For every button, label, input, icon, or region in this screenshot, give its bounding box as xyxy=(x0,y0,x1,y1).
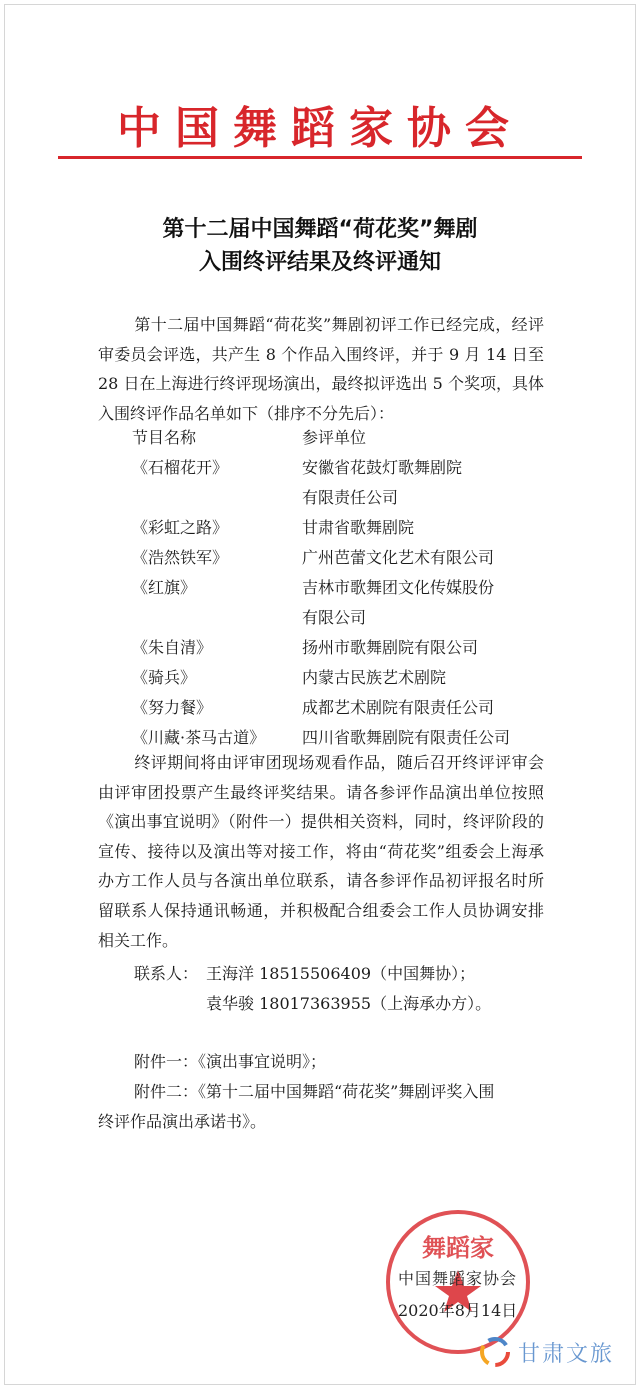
table-header-unit: 参评单位 xyxy=(302,428,367,447)
finalist-title: 《朱自清》 xyxy=(132,638,213,657)
attachment-2-line1: 附件二：《第十二届中国舞蹈“荷花奖”舞剧评奖入围 xyxy=(134,1082,495,1101)
signature-date: 2020年8月14日 xyxy=(398,1301,518,1320)
finalist-title: 《石榴花开》 xyxy=(132,458,229,477)
table-header-title: 节目名称 xyxy=(132,428,197,447)
attachment-1: 附件一：《演出事宜说明》； xyxy=(134,1052,327,1071)
seal-text: 舞蹈家 xyxy=(422,1233,494,1262)
process-paragraph xyxy=(98,748,544,955)
finalist-unit: 甘肃省歌舞剧院 xyxy=(302,518,415,537)
process-text: 终评期间将由评审团现场观看作品，随后召开终评评审会由评审团投票产生最终评奖结果。请各参评作品演出单位按照《演出事宜说明》（附件一）提供相关资料，同时，终评阶段的宣传、接待以及演出等对接工作，将由“荷花奖”组委会上海承办方工作人员与各演出单位联系，请各参评作品初评报名时所留联系人保持通讯畅通，并积极配合组委会工作人员协调安排相关工作。 xyxy=(98,753,544,950)
doc-title-line1: 第十二届中国舞蹈“荷花奖”舞剧 xyxy=(162,217,478,242)
letterhead-org-name: 中国舞蹈家协会 xyxy=(117,103,523,154)
finalist-unit: 广州芭蕾文化艺术有限公司 xyxy=(302,548,495,567)
finalist-unit: 安徽省花鼓灯歌舞剧院 xyxy=(302,458,463,477)
finalist-unit: 成都艺术剧院有限责任公司 xyxy=(302,698,495,717)
intro-text: 第十二届中国舞蹈“荷花奖”舞剧初评工作已经完成，经评审委员会评选，共产生 8 个作品入围终评，并于 9 月 14 日至 28 日在上海进行终评现场演出，最终拟评选出 5 个奖项，具体入围终评作品名单如下（排序不分先后）： xyxy=(98,315,544,423)
signature-org: 中国舞蹈家协会 xyxy=(398,1269,518,1288)
finalist-unit: 四川省歌舞剧院有限责任公司 xyxy=(302,728,511,747)
finalist-unit: 内蒙古民族艺术剧院 xyxy=(302,668,447,687)
contacts-label: 联系人： xyxy=(134,964,199,983)
watermark-text: 甘肃文旅 xyxy=(518,1341,615,1367)
finalist-unit-cont: 有限公司 xyxy=(302,608,367,627)
watermark-logo-icon xyxy=(480,1337,510,1367)
finalist-unit: 吉林市歌舞团文化传媒股份 xyxy=(302,578,495,597)
intro-paragraph xyxy=(98,310,544,428)
contact-line-1: 王海洋 18515506409（中国舞协）； xyxy=(206,964,476,983)
attachment-2-line2: 终评作品演出承诺书》。 xyxy=(98,1112,267,1131)
finalist-unit: 扬州市歌舞剧院有限公司 xyxy=(302,638,479,657)
finalist-title: 《川藏·茶马古道》 xyxy=(132,728,266,747)
letterhead-red-rule xyxy=(58,156,582,159)
doc-title-line2: 入围终评结果及终评通知 xyxy=(198,250,441,275)
finalist-unit-cont: 有限责任公司 xyxy=(302,488,399,507)
contact-line-2: 袁华骏 18017363955（上海承办方）。 xyxy=(206,994,492,1013)
finalist-title: 《浩然铁军》 xyxy=(132,548,229,567)
finalist-title: 《骑兵》 xyxy=(132,668,197,687)
finalist-title: 《红旗》 xyxy=(132,578,197,597)
finalist-title: 《努力餐》 xyxy=(132,698,213,717)
watermark xyxy=(480,1334,614,1370)
finalist-title: 《彩虹之路》 xyxy=(132,518,229,537)
